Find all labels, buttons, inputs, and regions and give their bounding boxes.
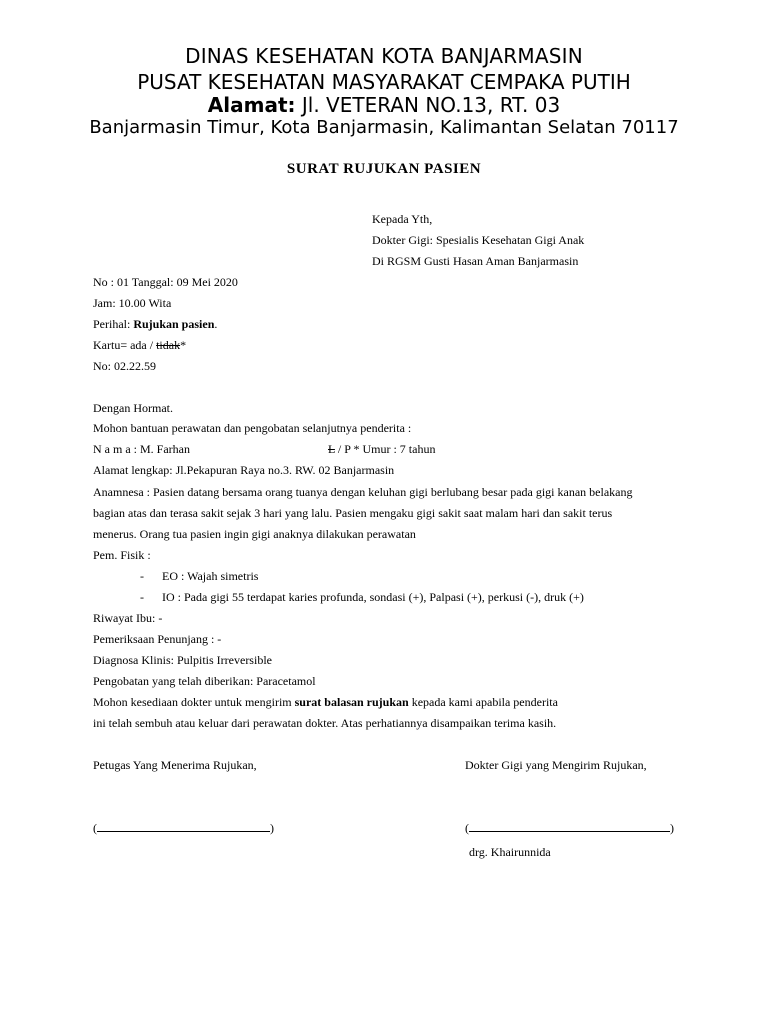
sex-struck-option: L	[328, 442, 335, 456]
recipient-greeting: Kepada Yth,	[372, 212, 433, 226]
anamnesis-line-3: menerus. Orang tua pasien ingin gigi anaknya dilakukan perawatan	[93, 527, 416, 541]
card-prefix: Kartu= ada /	[93, 338, 157, 352]
salutation: Dengan Hormat.	[93, 401, 173, 415]
bullet-io: -	[140, 590, 144, 604]
patient-sex-age	[328, 442, 435, 456]
letter-number-date: No : 01 Tanggal: 09 Mei 2020	[93, 275, 238, 289]
clinical-diagnosis: Diagnosa Klinis: Pulpitis Irreversible	[93, 653, 272, 667]
card-suffix: *	[180, 338, 187, 352]
letter-subject	[93, 317, 217, 331]
address-label: Alamat:	[207, 93, 296, 117]
subject-prefix: Perihal:	[93, 317, 134, 331]
letter-time: Jam: 10.00 Wita	[93, 296, 172, 310]
patient-address: Alamat lengkap: Jl.Pekapuran Raya no.3. RW. 02 Banjarmasin	[93, 463, 395, 477]
sex-age-value: / P * Umur : 7 tahun	[334, 442, 436, 456]
header-region: Banjarmasin Timur, Kota Banjarmasin, Kalimantan Selatan 70117	[89, 117, 679, 138]
recipient-doctor: Dokter Gigi: Spesialis Kesehatan Gigi Anak	[372, 233, 585, 247]
closing-prefix: Mohon kesediaan dokter untuk mengirim	[93, 695, 295, 709]
address-value: Jl. VETERAN NO.13, RT. 03	[295, 93, 561, 117]
header-institution: PUSAT KESEHATAN MASYARAKAT CEMPAKA PUTIH	[137, 70, 631, 94]
closing-bold: surat balasan rujukan	[294, 695, 409, 709]
close-paren: )	[270, 821, 274, 835]
physical-exam-heading: Pem. Fisik :	[93, 548, 151, 562]
sender-signature-label: Dokter Gigi yang Mengirim Rujukan,	[465, 758, 647, 772]
card-number: No: 02.22.59	[93, 359, 156, 373]
mother-history: Riwayat Ibu: -	[93, 611, 163, 625]
request-text: Mohon bantuan perawatan dan pengobatan selanjutnya penderita :	[93, 421, 412, 435]
bullet-eo: -	[140, 569, 144, 583]
open-paren: (	[465, 821, 469, 835]
header-address	[0, 93, 768, 117]
subject-value: Rujukan pasien	[133, 317, 215, 331]
exam-intraoral: IO : Pada gigi 55 terdapat karies profunda, sondasi (+), Palpasi (+), perkusi (-), druk (+)	[162, 590, 584, 604]
recipient-location: Di RGSM Gusti Hasan Aman Banjarmasin	[372, 254, 579, 268]
closing-suffix: kepada kami apabila penderita	[408, 695, 558, 709]
card-status	[93, 338, 186, 352]
sender-doctor-name: drg. Khairunnida	[469, 845, 551, 859]
subject-suffix: .	[214, 317, 218, 331]
treatment-given: Pengobatan yang telah diberikan: Paracetamol	[93, 674, 316, 688]
receiver-signature-label: Petugas Yang Menerima Rujukan,	[93, 758, 257, 772]
closing-line-2: ini telah sembuh atau keluar dari perawatan dokter. Atas perhatiannya disampaikan terima kasih.	[93, 716, 557, 730]
closing-line-1	[93, 695, 558, 709]
anamnesis-line-1: Anamnesa : Pasien datang bersama orang tuanya dengan keluhan gigi berlubang besar pada gigi kanan belakang	[93, 485, 633, 499]
anamnesis-line-2: bagian atas dan terasa sakit sejak 3 hari yang lalu. Pasien mengaku gigi sakit saat malam hari dan sakit terus	[93, 506, 613, 520]
header-agency: DINAS KESEHATAN KOTA BANJARMASIN	[185, 44, 583, 68]
card-struck-option: tidak	[156, 338, 181, 352]
supporting-exam: Pemeriksaan Penunjang : -	[93, 632, 222, 646]
exam-extraoral: EO : Wajah simetris	[162, 569, 259, 583]
patient-name: N a m a : M. Farhan	[93, 442, 190, 456]
receiver-signature-line	[93, 820, 274, 836]
document-title: SURAT RUJUKAN PASIEN	[286, 161, 482, 177]
signature-blank	[469, 820, 670, 832]
sender-signature-line	[465, 820, 674, 836]
close-paren: )	[670, 821, 674, 835]
signature-blank	[97, 820, 270, 832]
open-paren: (	[93, 821, 97, 835]
